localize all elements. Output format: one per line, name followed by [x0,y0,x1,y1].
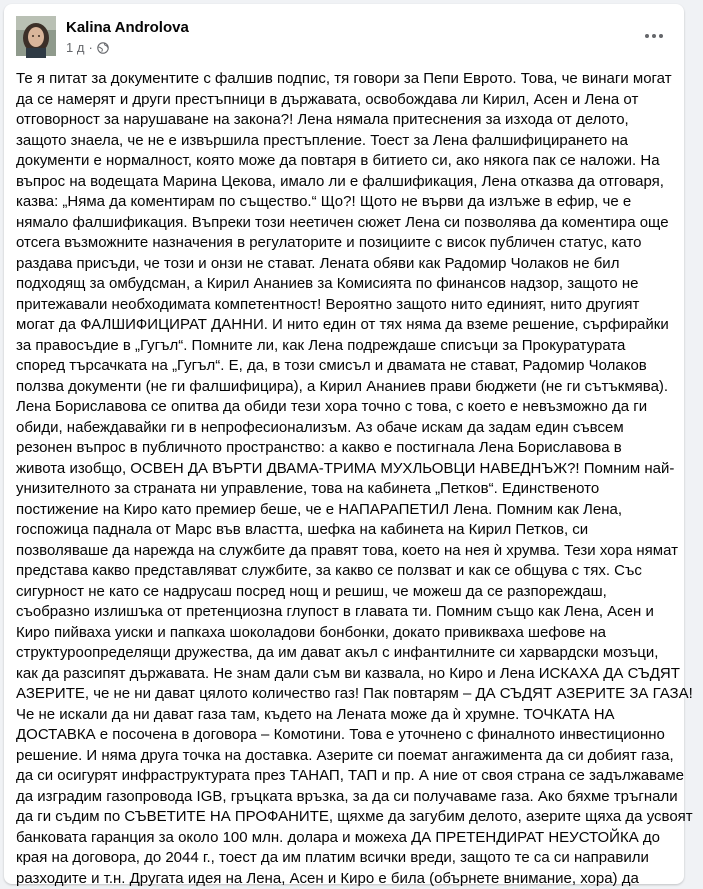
post-card [4,4,684,884]
post-text-line: Те я питат за документите с фалшив подпис, тя говори за Пепи Еврото. Това, че винаги могат [16,69,676,90]
post-body-text [16,69,676,889]
post-text-line: Че не искали да ни дават газа там, където на Лената може да ѝ хрумне. ТОЧКАТА НА [16,705,676,726]
post-text-line: да се намерят и други престъпници в държавата, освобождава ли Кирил, Асен и Лена от [16,90,676,111]
meta-separator: · [88,40,92,55]
post-time[interactable]: 1 д [66,40,84,55]
post-text-line: как да разсипят държавата. Не знам дали съм ви казвала, но Киро и Лена ИСКАХА ДА СЪДЯТ [16,664,676,685]
post-text-line: казва: „Няма да коментирам по същество.“ Що?! Щото не върви да излъже в ефир, че е [16,192,676,213]
post-text-line: отговорност за нарушаване на закона?! Лена нямала притеснения за изхода от делото, [16,110,676,131]
post-text-line: раздава присъди, че този и онзи не стават. Лената обяви как Радомир Чолаков не бил [16,254,676,275]
post-text-line: за правосъдие в „Гугъл“. Помните ли, как Лена подреждаше списъци за Прокуратурата [16,336,676,357]
post-text-line: постижение на Киро като премиер беше, че е НАПАРАПЕТИЛ Лена. Помним как Лена, [16,500,676,521]
post-text-line: края на договора, до 2044 г., тоест да им платим всички вреди, защото те са си направили [16,848,676,869]
post-text-line: документи е нормалност, която може да повтаря в битието си, ако някога пак се наложи. На [16,151,676,172]
post-text-line: банковата гаранция за около 100 млн. долара и можеха ДА ПРЕТЕНДИРАТ НЕУСТОЙКА до [16,828,676,849]
post-text-line: сигурност не като се надрусаш посред нощ и решиш, че можеш да се разпореждаш, [16,582,676,603]
post-text-line: съобразно излишъка от претенциозна глупост в главата ти. Помним също как Лена, Асен и [16,602,676,623]
post-text-line: унизителното за страната ни управление, това на кабинета „Петков“. Единственото [16,479,676,500]
post-text-line: отсега възможните назначения в регулаторите и позициите с висок публичен статус, като [16,233,676,254]
more-options-icon [644,33,664,39]
post-text-line: разходите и т.н. Другата идея на Лена, Асен и Киро е била (обърнете внимание, хора) да [16,869,676,889]
post-text-line: според търсачката на „Гугъл“. Е, да, в този смисъл и двамата не стават, Радомир Чолаков [16,356,676,377]
post-text-line: Лена Бориславова се опитва да обиди тези хора точно с това, с което е невъзможно да ги [16,397,676,418]
post-text-line: да ги съдим по СЪВЕТИТЕ НА ПРОФАНИТЕ, щяхме да загубим делото, азерите щяха да усвоят [16,807,676,828]
post-text-line: да си осигурят инфраструктурата през ТАНАП, ТАП и пр. А ние от своя страна се задължаваме [16,766,676,787]
globe-icon[interactable] [97,42,109,54]
post-text-line: ползва документи (не ги фалшифицира), а Кирил Ананиев прави бюджети (не ги сътъкмява). [16,377,676,398]
author-avatar[interactable] [16,16,56,56]
post-text-line: Киро пийваха уиски и папкаха шоколадови бонбонки, докато привикваха шефове на [16,623,676,644]
post-text-line: резонен въпрос в публичното пространство: а какво е постигнала Лена Бориславова в [16,438,676,459]
post-text-line: структуроопределящи дружества, да им дават акъл с инфантилните си харвардски мозъци, [16,643,676,664]
post-text-line: госпожица паднала от Марс във властта, шефка на кабинета на Кирил Петков, си [16,520,676,541]
post-text-line: обиди, набеждавайки ги в непрофесионализъм. Аз обаче искам да задам един съвсем [16,418,676,439]
post-text-line: АЗЕРИТЕ, че не ни дават цялото количество газ! Пак повтарям – ДА СЪДЯТ АЗЕРИТЕ ЗА ГАЗА! [16,684,676,705]
post-meta [66,40,109,55]
post-text-line: притежавали необходимата компетентност! Вероятно защото нито единият, нито другият [16,295,676,316]
post-text-line: защото знаела, че не е извършила престъпление. Тоест за Лена фалшифицирането на [16,131,676,152]
author-name[interactable]: Kalina Androlova [66,19,189,36]
avatar-image [16,16,56,56]
post-text-line: нямало фалшификация. Въпреки този неетичен сюжет Лена си позволява да коментира още [16,213,676,234]
post-text-line: въпрос на водещата Марина Цекова, имало ли е фалшификация, Лена отказва да отговаря, [16,172,676,193]
post-text-line: могат да ФАЛШИФИЦИРАТ ДАННИ. И нито един от тях няма да вземе решение, сърфирайки [16,315,676,336]
post-text-line: позволяваше да нарежда на службите да правят това, което на нея ѝ хрумва. Тези хора нямат [16,541,676,562]
post-text-line: подходящ за омбудсман, а Кирил Ананиев за Комисията по финансов надзор, защото не [16,274,676,295]
post-text-line: ДОСТАВКА е посочена в договора – Комотини. Това е уточнено с финалното инвестиционно [16,725,676,746]
post-text-line: решение. И няма друга точка на доставка. Азерите си поемат ангажимента да си добият газа, [16,746,676,767]
post-text-line: представа какво представляват службите, за какво се ползват и как се общува с тях. Със [16,561,676,582]
more-options-button[interactable] [638,26,670,46]
post-text-line: да изградим газопровода IGB, гръцката връзка, за да си получаваме газа. Ако бяхме тръгнали [16,787,676,808]
post-text-line: живота изобщо, ОСВЕН ДА ВЪРТИ ДВАМА-ТРИМА МУХЛЬОВЦИ НАВЕДНЪЖ?! Помним най- [16,459,676,480]
